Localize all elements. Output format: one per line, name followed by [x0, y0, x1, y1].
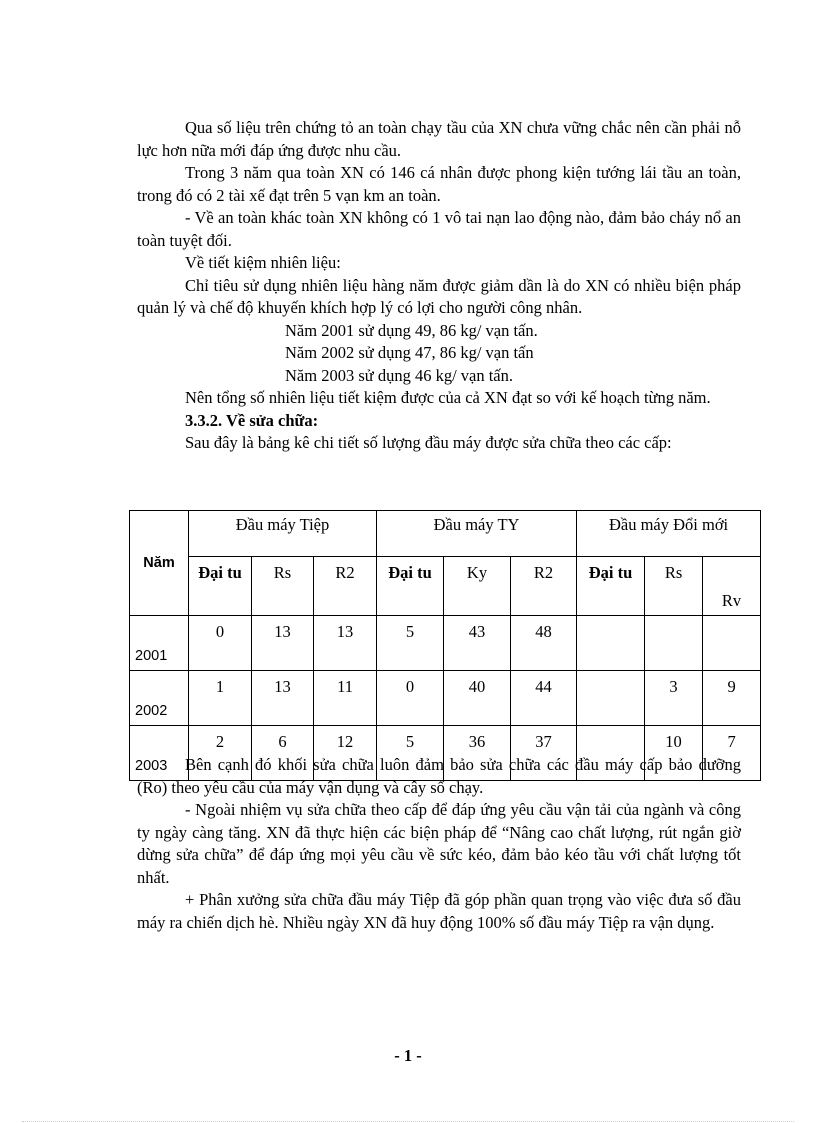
- table-cell: 6: [252, 726, 314, 781]
- page-number: - 1 -: [394, 1046, 422, 1065]
- table-cell: 11: [314, 671, 377, 726]
- table-cell: 3: [645, 671, 703, 726]
- section-heading: 3.3.2. Về sửa chữa:: [185, 410, 319, 430]
- table-cell: 0: [189, 616, 252, 671]
- paragraph-other-safety: - Về an toàn khác toàn XN không có 1 vô tai nạn lao động nào, đảm bảo cháy nổ an toàn tuyệt đối.: [137, 208, 741, 250]
- table-subheader: Đại tu: [189, 557, 252, 616]
- table-row: [130, 671, 761, 726]
- repair-table: [129, 510, 761, 781]
- table-group-ty: Đầu máy TY: [377, 511, 577, 557]
- table-row-year: 2001: [130, 616, 189, 671]
- table-row-year: 2002: [130, 671, 189, 726]
- table-cell: 40: [444, 671, 511, 726]
- fuel-line-2003: Năm 2003 sử dụng 46 kg/ vạn tấn.: [285, 365, 514, 385]
- page-border-line: [22, 1121, 794, 1122]
- fuel-line-2001: Năm 2001 sử dụng 49, 86 kg/ vạn tấn.: [285, 320, 538, 340]
- table-cell: 9: [703, 671, 761, 726]
- table-group-doi-moi: Đầu máy Đổi mới: [577, 511, 761, 557]
- paragraph-driver-awards: Trong 3 năm qua toàn XN có 146 cá nhân được phong kiện tướng lái tầu an toàn, trong đó có 2 tài xế đạt trên 5 vạn km an toàn.: [137, 163, 741, 205]
- upper-text-block: [137, 117, 741, 455]
- table-group-tiep: Đầu máy Tiệp: [189, 511, 377, 557]
- table-cell: 43: [444, 616, 511, 671]
- table-cell: 13: [252, 616, 314, 671]
- table-cell: [645, 616, 703, 671]
- table-cell: 1: [189, 671, 252, 726]
- table-cell: 44: [511, 671, 577, 726]
- table-cell: 7: [703, 726, 761, 781]
- paragraph-fuel-policy: Chỉ tiêu sử dụng nhiên liệu hàng năm được giảm dần là do XN có nhiều biện pháp quản lý và chế độ khuyến khích hợp lý có lợi cho người công nhân.: [137, 275, 741, 317]
- paragraph-maintenance: Bên cạnh đó khối sửa chữa luôn đảm bảo sửa chữa các đầu máy cấp bảo dưỡng (Ro) theo yêu cầu của máy vận dụng và cây số chạy.: [137, 755, 741, 797]
- table-cell: 13: [252, 671, 314, 726]
- table-cell: 48: [511, 616, 577, 671]
- table-cell: 13: [314, 616, 377, 671]
- table-cell: 5: [377, 616, 444, 671]
- paragraph-safety-summary: Qua số liệu trên chứng tỏ an toàn chạy tầu của XN chưa vững chắc nên cần phải nỗ lực hơn nữa mới đáp ứng được nhu cầu.: [137, 118, 741, 160]
- table-cell: 37: [511, 726, 577, 781]
- table-cell: 5: [377, 726, 444, 781]
- table-cell: [703, 616, 761, 671]
- table-row: [130, 616, 761, 671]
- paragraph-workshop: + Phân xưởng sửa chữa đầu máy Tiệp đã góp phần quan trọng vào việc đưa số đầu máy ra chiến dịch hè. Nhiều ngày XN đã huy động 100% số đầu máy Tiệp ra vận dụng.: [137, 890, 741, 932]
- lower-text-block: [137, 754, 741, 934]
- paragraph-fuel-heading: Về tiết kiệm nhiên liệu:: [185, 253, 341, 272]
- paragraph-fuel-savings: Nên tổng số nhiên liệu tiết kiệm được của cả XN đạt so với kế hoạch từng năm.: [185, 388, 711, 407]
- table-cell: 2: [189, 726, 252, 781]
- table-subheader: R2: [314, 557, 377, 616]
- table-subheader: Rs: [252, 557, 314, 616]
- paragraph-table-intro: Sau đây là bảng kê chi tiết số lượng đầu máy được sửa chữa theo các cấp:: [185, 433, 672, 452]
- table-cell: 12: [314, 726, 377, 781]
- table-subheader: R2: [511, 557, 577, 616]
- table-subheader: Rv: [703, 557, 761, 616]
- paragraph-quality-measures: - Ngoài nhiệm vụ sửa chữa theo cấp để đáp ứng yêu cầu vận tải của ngành và công ty ngày càng tăng. XN đã thực hiện các biện pháp để “Nâng cao chất lượng, rút ngắn giờ dừng sửa chữa” để đáp ứng mọi yêu cầu về sức kéo, đảm bảo kéo tầu với chất lượng tốt nhất.: [137, 800, 741, 887]
- table-cell: 10: [645, 726, 703, 781]
- table-subheader: Đại tu: [377, 557, 444, 616]
- table-subheader: Rs: [645, 557, 703, 616]
- table-subheader: Đại tu: [577, 557, 645, 616]
- table-cell: [577, 671, 645, 726]
- table-cell: 36: [444, 726, 511, 781]
- fuel-line-2002: Năm 2002 sử dụng 47, 86 kg/ vạn tấn: [285, 343, 534, 362]
- table-cell: [577, 616, 645, 671]
- table-row-year: 2003: [130, 726, 189, 781]
- table-year-header: Năm: [130, 511, 189, 616]
- table-subheader: Ky: [444, 557, 511, 616]
- table-cell: 0: [377, 671, 444, 726]
